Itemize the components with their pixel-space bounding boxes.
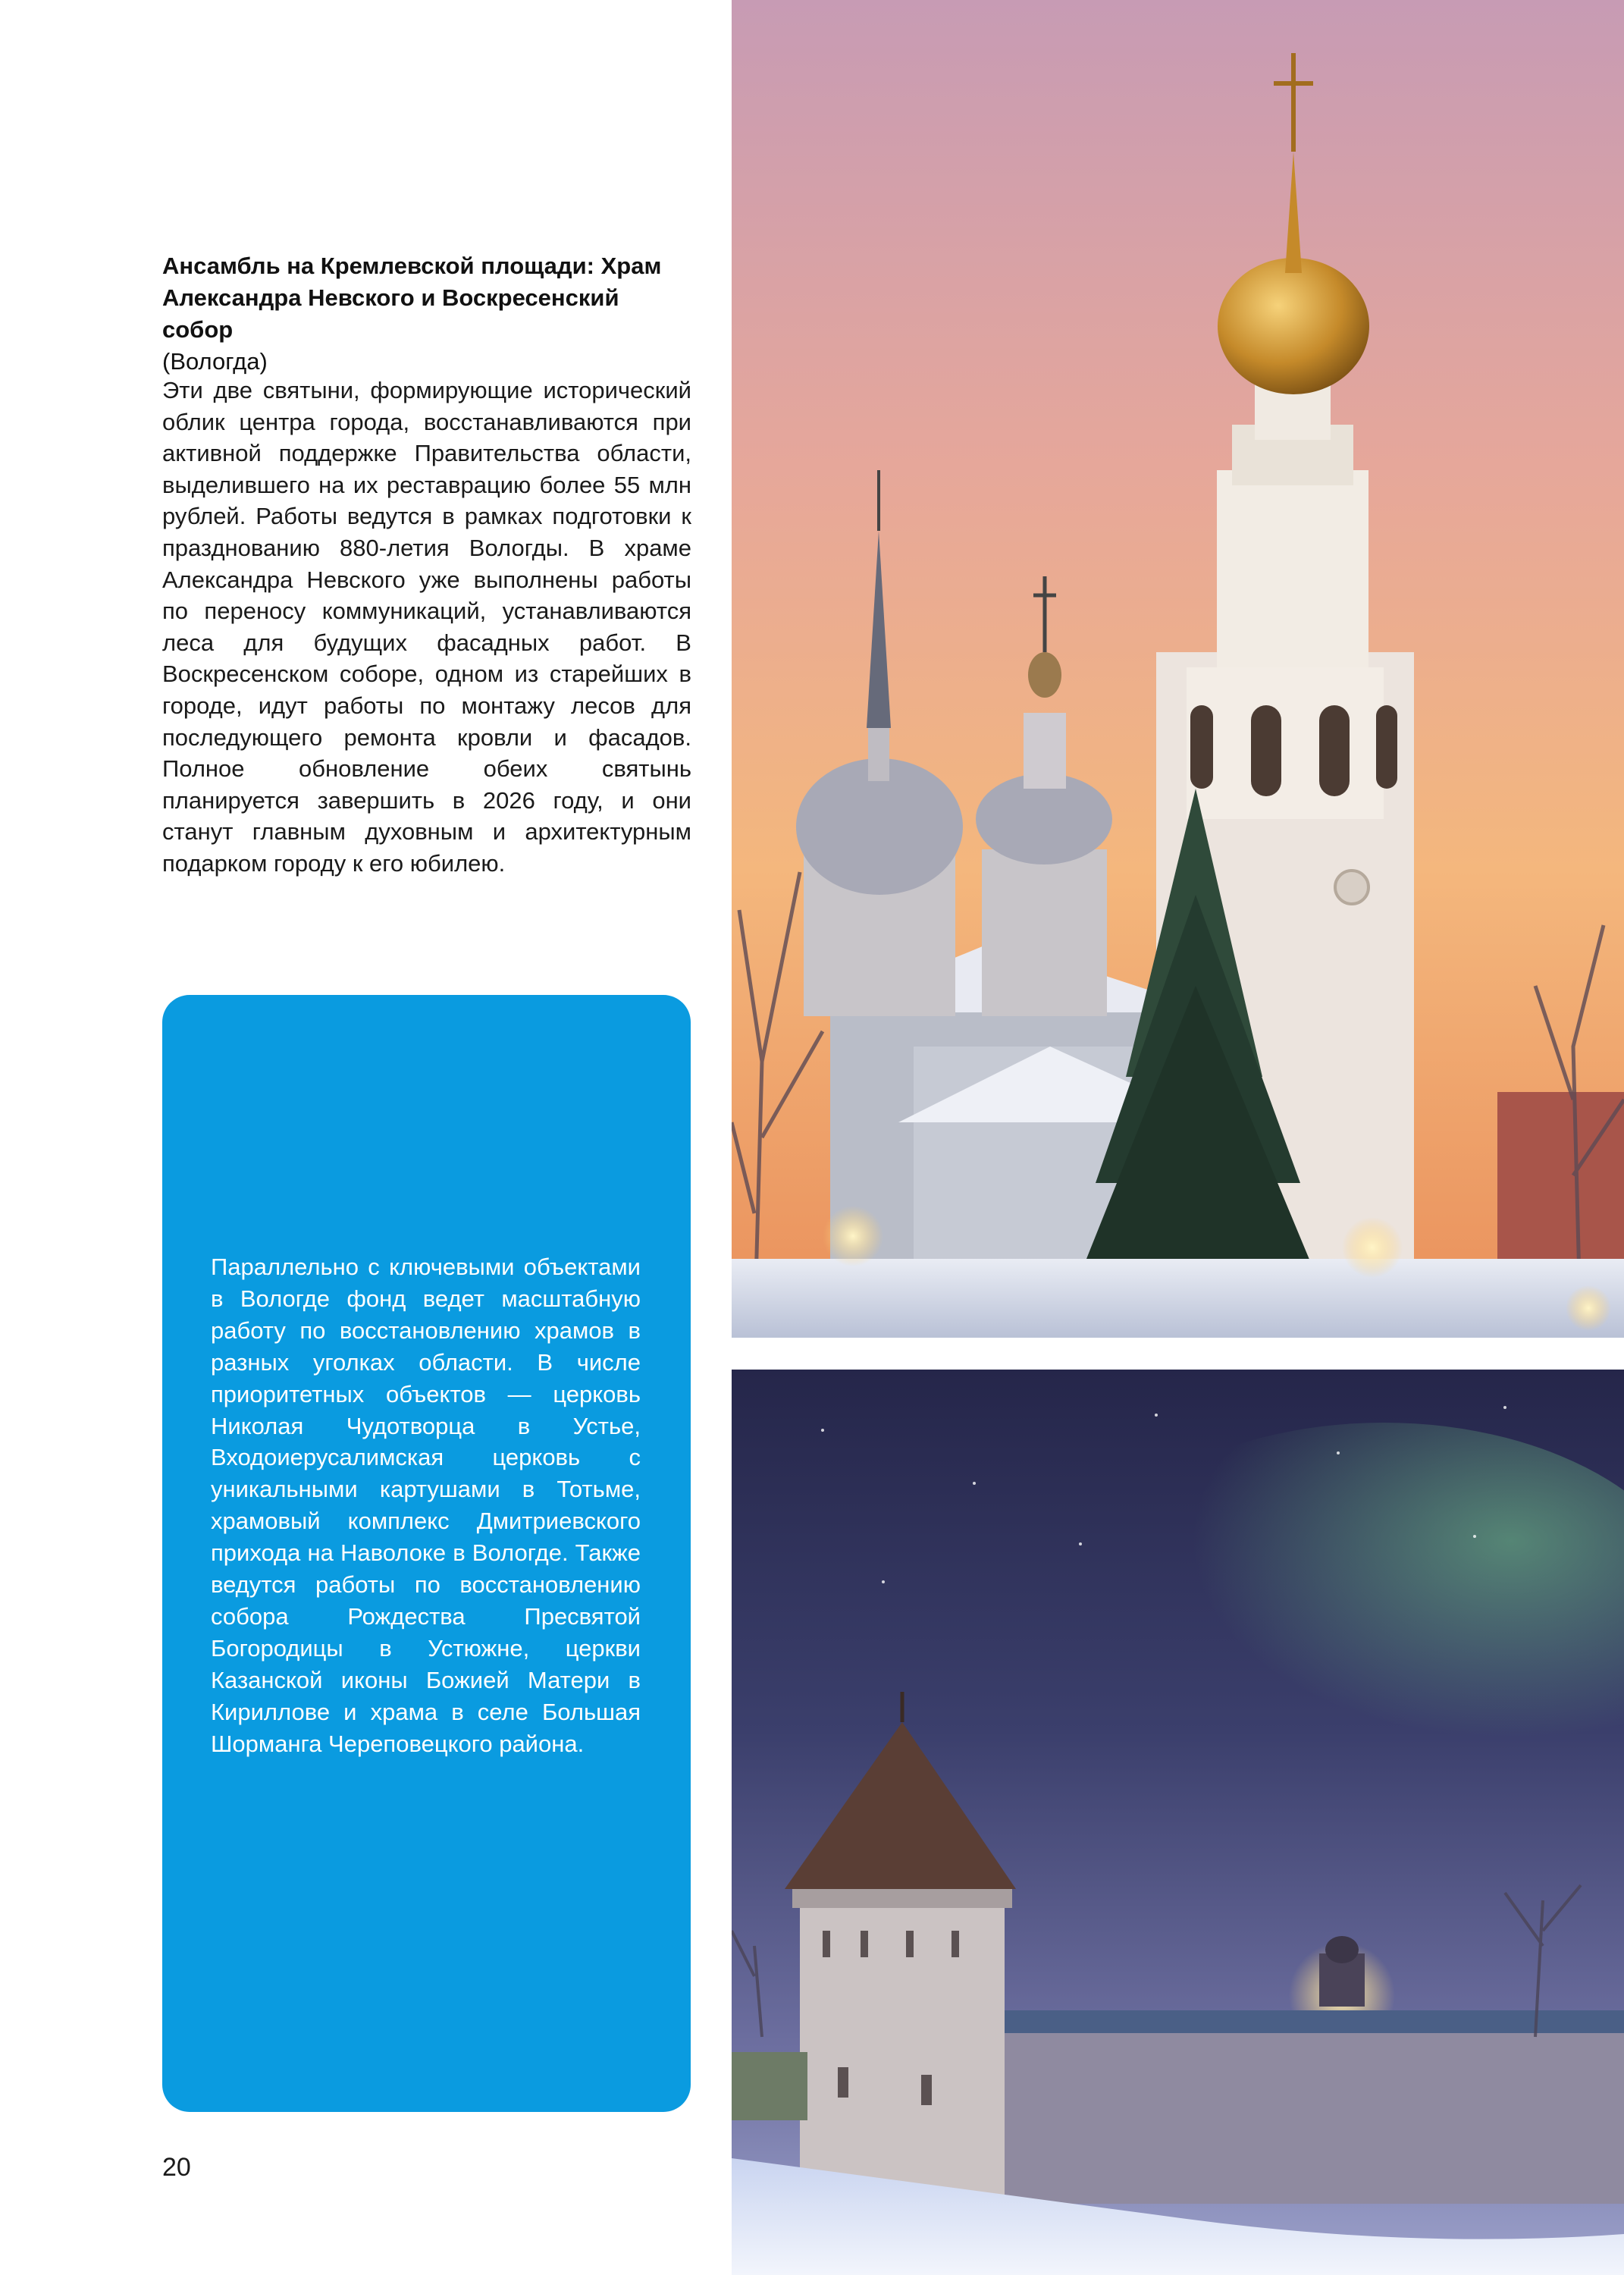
monastery-photo	[732, 1370, 1624, 2275]
monastery-illustration	[732, 1370, 1624, 2275]
cathedral-illustration	[732, 0, 1624, 1338]
article-body: Эти две святыни, формирующие исторический облик центра города, восстанавливаются при активной поддержке Правительства области, выделившего на их реставрацию более 55 млн рублей. Работы ведутся в рамках подготовки к празднованию 880-летия Вологды. В храме Александра Невского уже выполнены работы по переносу коммуникаций, устанавливаются леса для будущих фасадных работ. В Воскресенском соборе, одном из старейших в городе, идут работы по монтажу лесов для последующего ремонта кровли и фасадов. Полное обновление обеих святынь планируется завершить в 2026 году, и они станут главным духовным и архитектурным подарком городу к его юбилею.	[162, 377, 691, 877]
cathedral-photo	[732, 0, 1624, 1338]
article-city: (Вологда)	[162, 348, 268, 375]
article-heading	[162, 250, 693, 378]
sidebar-box-text: Параллельно с ключевыми объектами в Вологде фонд ведет масштабную работу по восстановлению храмов в разных уголках области. В числе приоритетных объектов — церковь Николая Чудотворца в Устье, Входоиерусалимская церковь с уникальными картушами в Тотьме, храмовый комплекс Дмитриевского прихода на Наволоке в Вологде. Также ведутся работы по восстановлению собора Рождества Пресвятой Богородицы в Устюжне, церкви Казанской иконы Божией Матери в Кириллове и храма в селе Большая Шорманга Череповецкого района.	[211, 1254, 641, 1757]
page-number: 20	[162, 2153, 191, 2182]
article-title: Ансамбль на Кремлевской площади: Храм Александра Невского и Воскресенский собор	[162, 253, 662, 343]
